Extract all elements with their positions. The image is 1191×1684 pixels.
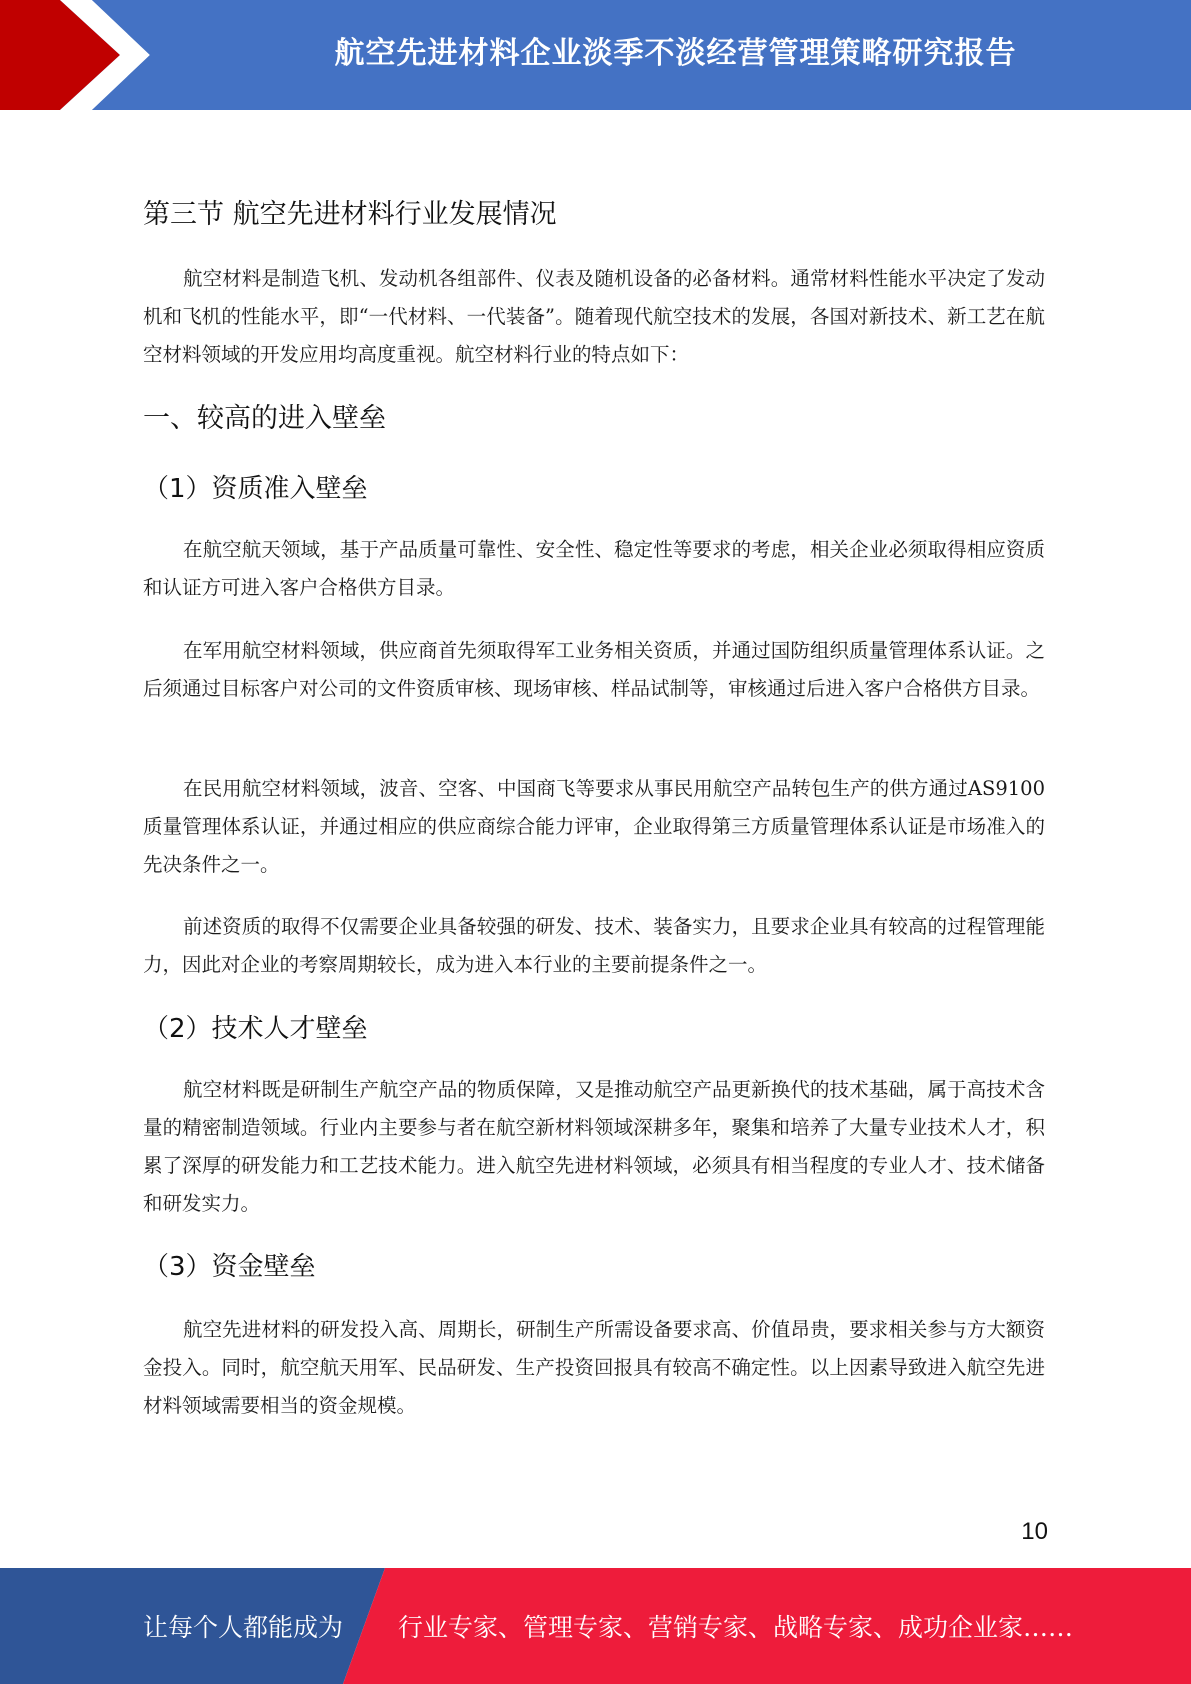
paragraph: 在航空航天领域，基于产品质量可靠性、安全性、稳定性等要求的考虑，相关企业必须取得相应资质和认证方可进入客户合格供方目录。 — [143, 538, 1045, 599]
paragraph: 航空先进材料的研发投入高、周期长，研制生产所需设备要求高、价值昂贵，要求相关参与方大额资金投入。同时，航空航天用军、民品研发、生产投资回报具有较高不确定性。以上因素导致进入航空先进材料领域需要相当的资金规模。 — [143, 1318, 1045, 1417]
paragraph: 在军用航空材料领域，供应商首先须取得军工业务相关资质，并通过国防组织质量管理体系认证。之后须通过目标客户对公司的文件资质审核、现场审核、样品试制等，审核通过后进入客户合格供方目录。 — [143, 639, 1045, 700]
footer-slogan-right: 行业专家、管理专家、营销专家、战略专家、成功企业家…… — [398, 1613, 1074, 1642]
heading-entry-barriers: 一、较高的进入壁垒 — [143, 403, 386, 434]
paragraph: 航空材料既是研制生产航空产品的物质保障，又是推动航空产品更新换代的技术基础，属于高技术含量的精密制造领域。行业内主要参与者在航空新材料领域深耕多年，聚集和培养了大量专业技术人才，积累了深厚的研发能力和工艺技术能力。进入航空先进材料领域，必须具有相当程度的专业人才、技术储备和研发实力。 — [143, 1078, 1045, 1215]
report-title: 航空先进材料企业淡季不淡经营管理策略研究报告 — [334, 36, 1017, 71]
subheading-qualification-barrier: （1）资质准入壁垒 — [143, 474, 368, 504]
paragraph: 前述资质的取得不仅需要企业具备较强的研发、技术、装备实力，且要求企业具有较高的过程管理能力，因此对企业的考察周期较长，成为进入本行业的主要前提条件之一。 — [143, 915, 1045, 976]
header-arrow-decoration — [0, 0, 200, 110]
footer-slogan-left: 让每个人都能成为 — [143, 1613, 344, 1642]
footer-banner — [0, 1568, 1191, 1684]
page-number: 10 — [1021, 1518, 1048, 1545]
subheading-talent-barrier: （2）技术人才壁垒 — [143, 1014, 368, 1044]
subheading-capital-barrier: （3）资金壁垒 — [143, 1252, 316, 1282]
intro-paragraph: 航空材料是制造飞机、发动机各组部件、仪表及随机设备的必备材料。通常材料性能水平决定了发动机和飞机的性能水平，即“一代材料、一代装备”。随着现代航空技术的发展，各国对新技术、新工艺在航空材料领域的开发应用均高度重视。航空材料行业的特点如下： — [143, 267, 1045, 366]
paragraph: 在民用航空材料领域，波音、空客、中国商飞等要求从事民用航空产品转包生产的供方通过AS9100 质量管理体系认证，并通过相应的供应商综合能力评审，企业取得第三方质量管理体系认证是市场准入的先决条件之一。 — [143, 777, 1045, 876]
header-banner — [0, 0, 1191, 110]
section-title: 第三节 航空先进材料行业发展情况 — [143, 199, 557, 230]
